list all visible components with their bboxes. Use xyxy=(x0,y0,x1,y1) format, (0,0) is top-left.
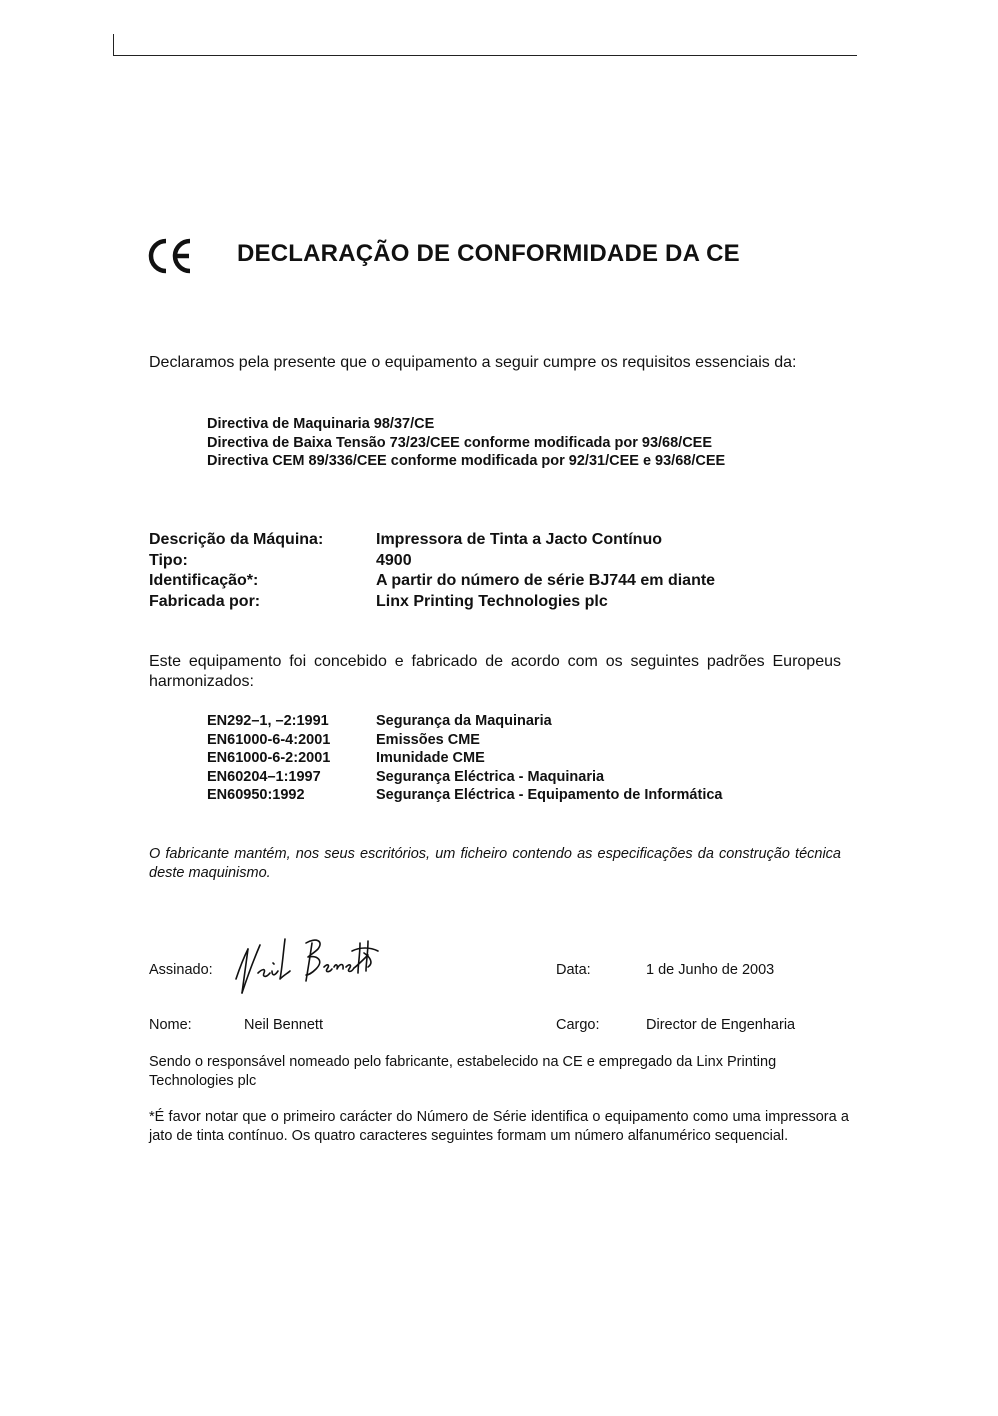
responsible-statement: Sendo o responsável nomeado pelo fabricante, estabelecido na CE e empregado da Linx Printing Technologies plc xyxy=(149,1054,777,1089)
standard-code: EN61000-6-2:2001 xyxy=(207,750,331,766)
standard-code: EN60204–1:1997 xyxy=(207,768,321,785)
name-label: Nome: xyxy=(149,1017,192,1033)
standards-intro-text: Este equipamento foi concebido e fabricado de acordo com os seguintes padrões Europeus harmonizados: xyxy=(149,653,841,690)
manufacturer-note: O fabricante mantém, nos seus escritórios, um ficheiro contendo as especificações da construção técnica deste maquinismo. xyxy=(149,846,841,881)
standard-desc: Segurança Eléctrica - Maquinaria xyxy=(376,768,605,785)
info-value: Impressora de Tinta a Jacto Contínuo xyxy=(376,531,662,548)
machine-info xyxy=(149,530,715,612)
serial-footnote: *É favor notar que o primeiro carácter do Número de Série identifica o equipamento como uma impressora a jato de tinta contínuo. Os quatro caracteres seguintes formam um número alfanumérico sequencial. xyxy=(149,1109,849,1144)
handwritten-signature xyxy=(230,933,380,995)
standard-desc: Emissões CME xyxy=(376,731,480,748)
standard-desc: Imunidade CME xyxy=(376,750,485,766)
standard-code: EN60950:1992 xyxy=(207,787,305,803)
standard-desc: Segurança Eléctrica - Equipamento de Informática xyxy=(376,787,723,803)
standard-row xyxy=(207,731,723,750)
date-label: Data: xyxy=(556,962,591,978)
standard-code: EN292–1, –2:1991 xyxy=(207,713,329,729)
info-row-type xyxy=(149,551,715,572)
standard-row xyxy=(207,712,723,731)
directives-list xyxy=(207,415,725,471)
info-label: Identificação*: xyxy=(149,572,259,589)
info-row-description xyxy=(149,530,715,551)
info-label: Descrição da Máquina: xyxy=(149,531,324,548)
info-row-identification xyxy=(149,571,715,592)
standard-code: EN61000-6-4:2001 xyxy=(207,731,331,748)
header-rule xyxy=(113,55,857,56)
page-title: DECLARAÇÃO DE CONFORMIDADE DA CE xyxy=(237,240,740,267)
info-value: Linx Printing Technologies plc xyxy=(376,592,608,610)
directive-item: Directiva CEM 89/336/CEE conforme modificada por 92/31/CEE e 93/68/CEE xyxy=(207,453,726,469)
standards-list xyxy=(207,712,723,805)
info-label: Fabricada por: xyxy=(149,592,261,610)
info-value: 4900 xyxy=(376,551,412,569)
standard-row xyxy=(207,749,723,768)
date-value: 1 de Junho de 2003 xyxy=(646,962,775,978)
name-value: Neil Bennett xyxy=(244,1017,323,1033)
ce-mark-icon xyxy=(147,236,193,276)
intro-text: Declaramos pela presente que o equipamento a seguir cumpre os requisitos essenciais da: xyxy=(149,354,797,371)
standard-row xyxy=(207,768,723,787)
header-rule-vertical xyxy=(113,34,114,56)
role-value: Director de Engenharia xyxy=(646,1017,796,1033)
directive-item: Directiva de Maquinaria 98/37/CE xyxy=(207,416,435,432)
info-row-manufacturer xyxy=(149,592,715,613)
role-label: Cargo: xyxy=(556,1017,600,1033)
standard-desc: Segurança da Maquinaria xyxy=(376,713,552,729)
standard-row xyxy=(207,786,723,805)
info-value: A partir do número de série BJ744 em diante xyxy=(376,572,716,589)
signed-label: Assinado: xyxy=(149,962,213,978)
info-label: Tipo: xyxy=(149,551,188,569)
directive-item: Directiva de Baixa Tensão 73/23/CEE conforme modificada por 93/68/CEE xyxy=(207,434,713,451)
